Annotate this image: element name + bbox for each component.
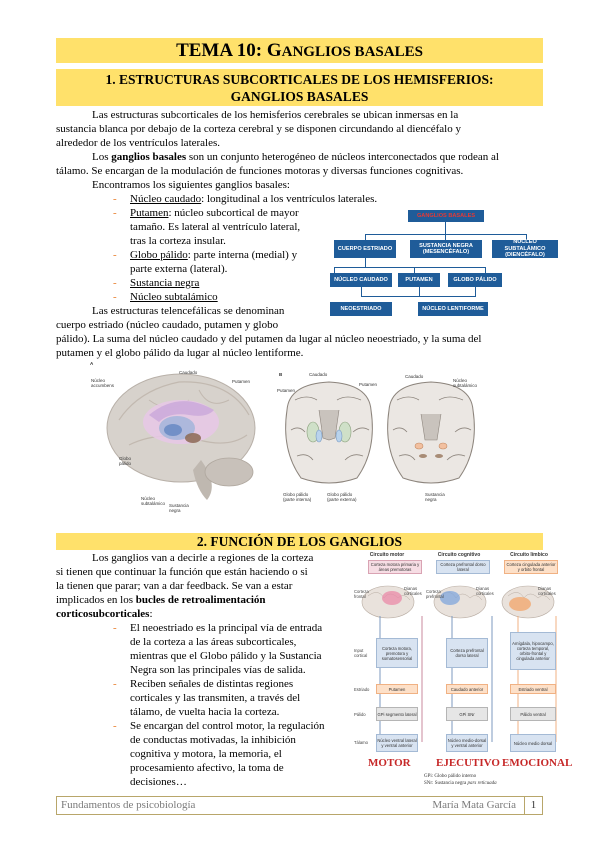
paragraph-line: alrededor de los ventrículos laterales. <box>56 137 221 149</box>
paragraph-line: implicados en los bucles de retroalimentación <box>56 594 266 606</box>
schema-box: NÚCLEO LENTIFORME <box>418 302 488 316</box>
list-item-continued: de la corteza a las áreas subcorticales, <box>130 636 297 648</box>
circuit-heading: Circuito motor <box>369 552 405 558</box>
figure-label: Sustancia negra <box>169 503 189 513</box>
schema-connector <box>445 222 446 234</box>
schema-connector <box>361 287 362 296</box>
figure-letter: B <box>279 372 283 377</box>
circuit-estriado-box: Caudado anterior <box>446 684 488 694</box>
schema-connector <box>365 258 366 267</box>
figure-label: Sustancia negra <box>425 492 445 502</box>
schema-box: SUSTANCIA NEGRA (MESENCÉFALO) <box>410 240 482 258</box>
figure-label: Caudado <box>405 374 424 379</box>
list-item-continued: tamaño. Es lateral al ventrículo lateral, <box>130 221 301 233</box>
circuit-side-label: Corteza frontal <box>354 589 369 599</box>
list-item-continued: decisiones… <box>130 776 187 788</box>
paragraph-line: cuerpo estriado (núcleo caudado, putamen y globo <box>56 319 279 331</box>
paragraph-line: pálido). La suma del núcleo caudado y del putamen da lugar al núcleo neoestriado, y la suma del <box>56 333 482 345</box>
list-item-continued: tras la corteza insular. <box>130 235 226 247</box>
schema-box: PUTAMEN <box>398 273 440 287</box>
figure-label: Caudado <box>179 370 198 375</box>
paragraph-line: Encontramos los siguientes ganglios basales: <box>92 179 290 191</box>
circuits-brains-illustration <box>354 552 558 792</box>
paragraph-line: la tienen que parar; van a dar feedback. Se van a estar <box>56 580 293 592</box>
figure-label: Núcleo subtalámico <box>453 378 478 388</box>
schema-connector <box>419 296 476 297</box>
figure-label: Putamen <box>277 388 296 393</box>
circuit-talamo-box: Núcleo medio dorsal <box>510 734 556 752</box>
list-item: - El neoestriado es la principal vía de entrada <box>113 622 323 634</box>
schema-box: NÚCLEO SUBTALÁMICO (DIENCÉFALO) <box>492 240 558 258</box>
list-item-continued: tálamo, de vuelta hacia la corteza. <box>130 706 280 718</box>
circuit-footnote: GPi: Globo pálido interno <box>424 774 477 779</box>
figure-coronal-sections <box>277 370 489 515</box>
list-item-continued: mientras que el Globo pálido y la Sustancia <box>130 650 322 662</box>
page-title: TEMA 10: GANGLIOS BASALES <box>56 38 543 63</box>
circuit-side-label: Corteza prefrontal <box>426 589 444 599</box>
circuit-input-box: Corteza motora, premotora y somatosensorial <box>376 638 418 668</box>
figure-label: Núcleo subtalámico <box>141 496 166 506</box>
list-item-continued: procesamiento afectivo, la toma de <box>130 762 284 774</box>
footer-author: María Mata García <box>432 799 516 811</box>
figure-label: Putamen <box>232 379 251 384</box>
paragraph-line: tálamo. Se encargan de la modulación de funciones motoras y diversas funciones cognitivas. <box>56 165 464 177</box>
section-1-heading: 1. ESTRUCTURAS SUBCORTICALES DE LOS HEMISFERIOS: GANGLIOS BASALES <box>56 69 543 106</box>
circuit-top-box: Corteza cingulada anterior y orbito frontal <box>504 560 558 574</box>
figure-label: Caudado <box>309 372 328 377</box>
figure-label: Globo pálido (parte externa) <box>327 492 357 502</box>
paragraph-line: putamen y el globo pálido da lugar al núcleo lentiforme. <box>56 347 304 359</box>
circuit-row-label: Tálamo <box>354 740 368 745</box>
section-2-heading: 2. FUNCIÓN DE LOS GANGLIOS <box>56 533 543 550</box>
figure-letter: A <box>90 361 94 366</box>
list-item: - Globo pálido: parte interna (medial) y <box>113 249 298 261</box>
schema-connector <box>475 287 476 296</box>
list-item: - Sustancia negra <box>113 277 200 289</box>
list-item: - Núcleo caudado: longitudinal a los ventrículos laterales. <box>113 193 378 205</box>
circuit-palido-box: Pálido ventral <box>510 707 556 721</box>
schema-box: CUERPO ESTRIADO <box>334 240 396 258</box>
page-number: 1 <box>524 797 542 814</box>
circuit-top-box: Corteza prefrontal dorso lateral <box>436 560 490 574</box>
figure-label: Globo pálido <box>119 456 132 466</box>
page-footer <box>56 796 543 815</box>
circuit-palido-box: GPi segmento lateral <box>376 707 418 721</box>
paragraph-line: sustancia blanca por debajo de la corteza cerebral y se disponen circundando al diencéfalo y <box>56 123 461 135</box>
paragraph-line: si tienen que continuar la función que están haciendo o si <box>56 566 308 578</box>
circuit-row-label: Pálido <box>354 712 366 717</box>
figure-label: Globo pálido (parte interna) <box>283 492 312 502</box>
list-item-continued: Negra son las principales vías de salida. <box>130 664 306 676</box>
circuit-input-box: Corteza prefrontal dorso lateral <box>446 638 488 668</box>
circuit-row-label: Estriado <box>354 687 370 692</box>
schema-box-top: GANGLIOS BASALES <box>408 210 484 222</box>
paragraph-line: Las estructuras subcorticales de los hemisferios cerebrales se ubican inmersas en la <box>92 109 459 121</box>
schema-connector <box>334 267 486 268</box>
list-item: - Reciben señales de distintas regiones <box>113 678 294 690</box>
circuit-row-label: Input cortical <box>354 648 368 658</box>
circuit-palido-box: GPi SNr <box>446 707 488 721</box>
schema-connector <box>365 234 527 235</box>
schema-connector <box>361 296 419 297</box>
circuits-figure <box>354 552 573 792</box>
footer-course: Fundamentos de psicobiología <box>61 799 196 811</box>
schema-box: NEOESTRIADO <box>330 302 392 316</box>
list-item-continued: corticales y las transmiten, a través del <box>130 692 301 704</box>
circuit-talamo-box: Núcleo ventral lateral y ventral anterior <box>376 734 418 752</box>
circuit-heading: Circuito cognitivo <box>437 552 481 558</box>
circuit-estriado-box: Putamen <box>376 684 418 694</box>
circuit-estriado-box: Estriado ventral <box>510 684 556 694</box>
paragraph-line: Las estructuras telencefálicas se denominan <box>92 305 285 317</box>
ganglia-schema <box>330 208 560 320</box>
circuit-input-box: Amígdala, hipocampo, corteza temporal, orbito-frontal y cingulada anterior <box>510 632 556 670</box>
schema-box: NÚCLEO CAUDADO <box>330 273 392 287</box>
circuit-footnote: SNr: Sustancia negra pars reticuada <box>424 781 497 786</box>
list-item: - Núcleo subtalámico <box>113 291 218 303</box>
schema-box: GLOBO PÁLIDO <box>448 273 502 287</box>
figure-label: Núcleo accumbens <box>91 378 115 388</box>
paragraph-line: corticosubcorticales: <box>56 608 153 620</box>
circuit-label-motor: MOTOR <box>368 757 411 769</box>
list-item-continued: cognitiva y motora, la memoria, el <box>130 748 282 760</box>
circuit-side-label: Dianas corticales <box>404 586 422 596</box>
paragraph-line: Los ganglios basales son un conjunto heterogéneo de núcleos interconectados que rodean al <box>92 151 499 163</box>
circuit-label-emocional: EMOCIONAL <box>502 757 573 769</box>
figure-brain-lateral <box>89 360 269 515</box>
circuit-label-ejecutivo: EJECUTIVO <box>436 757 500 769</box>
circuit-side-label: Dianas corticales <box>538 586 556 596</box>
circuit-top-box: Corteza motora primaria y áreas premotoras <box>368 560 422 574</box>
list-item: - Se encargan del control motor, la regulación <box>113 720 325 732</box>
circuit-side-label: Dianas corticales <box>476 586 494 596</box>
list-item-continued: de conductas motivadas, la inhibición <box>130 734 296 746</box>
circuit-talamo-box: Núcleo medio-dorsal y ventral anterior <box>446 734 488 752</box>
schema-connector <box>419 287 420 296</box>
paragraph-line: Los ganglios van a decirle a regiones de la corteza <box>92 552 314 564</box>
list-item: - Putamen: núcleo subcortical de mayor <box>113 207 299 219</box>
circuit-heading: Circuito límbico <box>510 552 548 558</box>
figure-label: Putamen <box>359 382 378 387</box>
list-item-continued: parte externa (lateral). <box>130 263 228 275</box>
